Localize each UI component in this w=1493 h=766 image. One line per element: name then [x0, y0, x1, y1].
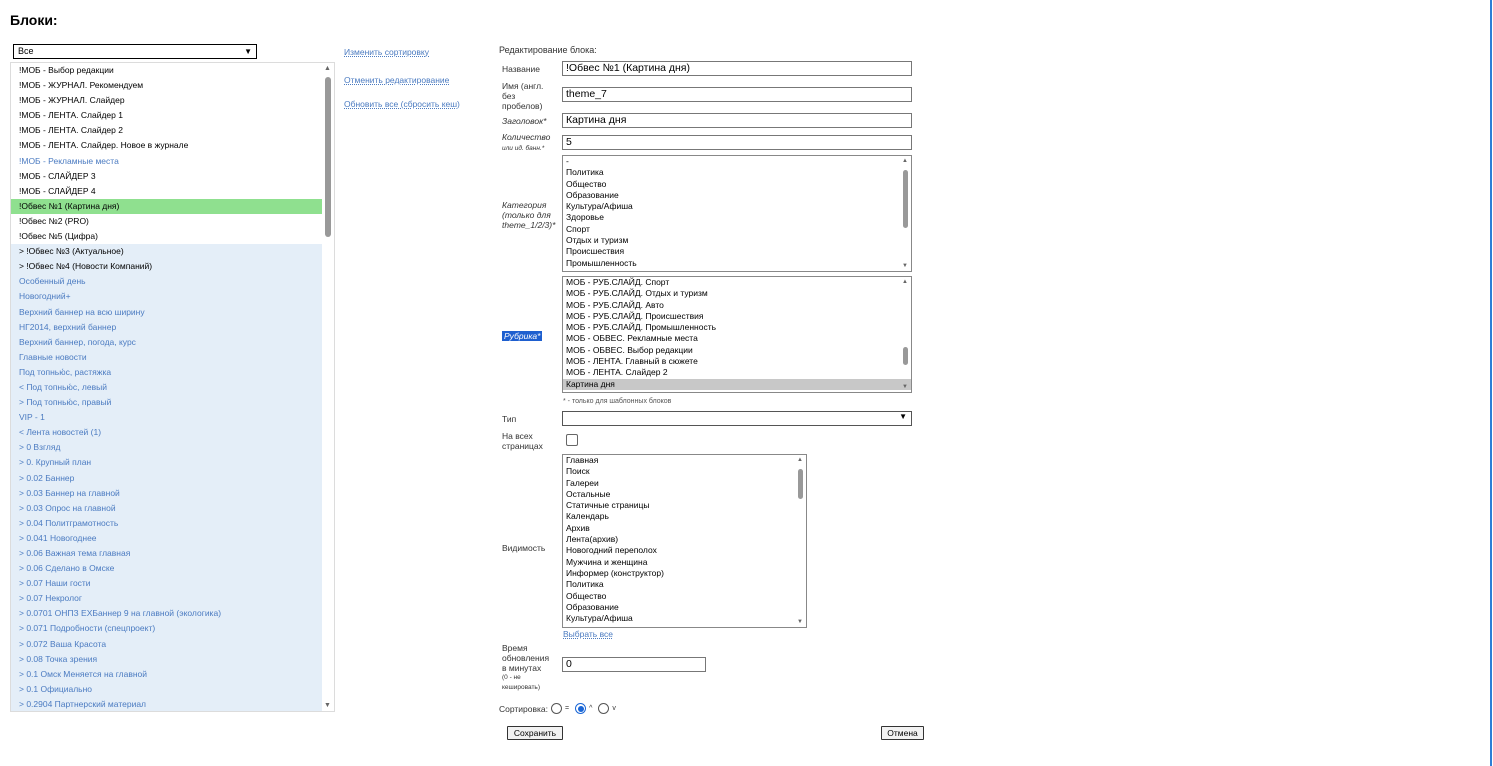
- block-list-item[interactable]: Главные новости: [11, 350, 323, 365]
- rubric-option[interactable]: МОБ - ЛЕНТА. Главный в сюжете: [566, 356, 698, 367]
- block-list-item[interactable]: !МОБ - Выбор редакции: [19, 65, 114, 75]
- visibility-option[interactable]: Календарь: [566, 511, 609, 522]
- category-label-line2: (только для: [502, 210, 551, 220]
- template-note: * - только для шаблонных блоков: [563, 398, 672, 405]
- sort-radio-down[interactable]: [598, 703, 609, 714]
- block-list-item[interactable]: > 0. Крупный план: [11, 455, 323, 470]
- category-option[interactable]: Культура/Афиша: [566, 201, 633, 212]
- scroll-down-icon[interactable]: ▼: [902, 263, 908, 269]
- scroll-up-icon[interactable]: ▲: [324, 65, 331, 72]
- block-list-item[interactable]: > 0.06 Сделано в Омске: [11, 561, 323, 576]
- block-list[interactable]: [10, 62, 335, 712]
- scroll-thumb[interactable]: [903, 170, 908, 228]
- id-label-line1: Имя (англ.: [502, 81, 544, 91]
- block-list-item[interactable]: > 0.072 Ваша Красота: [11, 637, 323, 652]
- heading-input[interactable]: Картина дня: [562, 113, 912, 128]
- block-list-item[interactable]: !МОБ - ЛЕНТА. Слайдер 1: [19, 110, 123, 121]
- cancel-edit-link[interactable]: Отменить редактирование: [344, 75, 450, 85]
- visibility-option[interactable]: Галереи: [566, 477, 599, 488]
- block-list-item[interactable]: VIP - 1: [11, 410, 323, 425]
- refresh-label-line5: кешировать): [502, 684, 540, 691]
- block-list-item[interactable]: !МОБ - ЛЕНТА. Слайдер. Новое в журнале: [19, 140, 189, 151]
- visibility-scrollbar[interactable]: [795, 455, 806, 627]
- select-all-link[interactable]: Выбрать все: [563, 629, 613, 639]
- scroll-down-icon[interactable]: ▼: [902, 384, 908, 390]
- visibility-option[interactable]: Главная: [566, 455, 599, 465]
- sort-label: Сортировка:: [499, 703, 549, 714]
- rubric-option[interactable]: МОБ - РУБ.СЛАЙД. Происшествия: [566, 310, 704, 321]
- category-label-line1: Категория: [502, 200, 547, 210]
- id-input[interactable]: theme_7: [562, 87, 912, 102]
- category-option[interactable]: Политика: [566, 167, 604, 178]
- category-option[interactable]: Спорт: [566, 223, 590, 234]
- block-list-item[interactable]: > 0.07 Некролог: [11, 591, 323, 606]
- save-button[interactable]: Сохранить: [507, 726, 563, 740]
- rubric-option[interactable]: МОБ - ЛЕНТА. Слайдер 2: [566, 367, 668, 378]
- count-label: [502, 132, 550, 154]
- all-pages-checkbox[interactable]: [566, 434, 578, 446]
- block-list-item[interactable]: > 0.04 Политграмотность: [11, 516, 323, 531]
- category-option[interactable]: Промышленность: [566, 257, 637, 268]
- category-scrollbar[interactable]: [900, 156, 911, 271]
- visibility-option[interactable]: Информер (конструктор): [566, 567, 664, 578]
- block-list-item[interactable]: !Обвес №1 (Картина дня): [11, 199, 323, 214]
- sort-row: [499, 703, 619, 714]
- category-option[interactable]: -: [566, 156, 569, 166]
- refresh-label: [502, 643, 549, 693]
- category-option[interactable]: Происшествия: [566, 246, 625, 257]
- rubric-listbox[interactable]: [562, 276, 912, 393]
- block-list-scrollbar[interactable]: [322, 63, 334, 711]
- rubric-label: Рубрика*: [504, 331, 541, 341]
- name-input[interactable]: !Обвес №1 (Картина дня): [562, 61, 912, 76]
- category-option[interactable]: Здоровье: [566, 212, 604, 223]
- category-option[interactable]: Отдых и туризм: [566, 235, 629, 246]
- block-list-item[interactable]: < Под топнью́с, левый: [11, 380, 323, 395]
- block-list-item[interactable]: Особенный день: [11, 274, 323, 289]
- edit-form-title: Редактирование блока:: [499, 45, 597, 55]
- visibility-option[interactable]: Общество: [566, 590, 607, 601]
- block-list-item[interactable]: < Лента новостей (1): [11, 425, 323, 440]
- scroll-up-icon[interactable]: ▲: [797, 457, 803, 463]
- count-label-line2: или ид. банн.*: [502, 145, 545, 152]
- block-list-item[interactable]: Под топнью́с, растяжка: [11, 365, 323, 380]
- scroll-down-icon[interactable]: ▼: [797, 619, 803, 625]
- block-list-item[interactable]: Верхний баннер на всю ширину: [11, 305, 323, 320]
- chevron-down-icon: ▼: [244, 47, 252, 56]
- block-list-item[interactable]: !Обвес №2 (PRO): [19, 215, 89, 226]
- rubric-option[interactable]: МОБ - РУБ.СЛАЙД. Авто: [566, 299, 664, 310]
- category-label: [502, 200, 555, 230]
- block-list-item[interactable]: > 0.03 Опрос на главной: [11, 501, 323, 516]
- block-list-item[interactable]: > 0.2904 Партнерский материал: [11, 697, 323, 712]
- block-list-item[interactable]: > 0.1 Омск Меняется на главной: [11, 667, 323, 682]
- refresh-all-link[interactable]: Обновить все (сбросить кеш): [344, 99, 460, 109]
- block-list-item[interactable]: !МОБ - ЖУРНАЛ. Слайдер: [19, 95, 125, 106]
- visibility-option[interactable]: Культура/Афиша: [566, 613, 633, 624]
- scroll-thumb[interactable]: [325, 77, 331, 237]
- block-list-item[interactable]: > 0.1 Официально: [11, 682, 323, 697]
- all-pages-label: [502, 431, 543, 451]
- refresh-label-line2: обновления: [502, 653, 550, 663]
- category-listbox[interactable]: [562, 155, 912, 272]
- count-input[interactable]: 5: [562, 135, 912, 150]
- refresh-input[interactable]: 0: [562, 657, 706, 672]
- block-list-item[interactable]: > 0.03 Баннер на главной: [11, 486, 323, 501]
- scroll-up-icon[interactable]: ▲: [902, 158, 908, 164]
- rubric-option[interactable]: МОБ - РУБ.СЛАЙД. Промышленность: [566, 322, 717, 333]
- block-list-item[interactable]: > 0.0701 ОНПЗ EXБаннер 9 на главной (экологика): [11, 606, 323, 621]
- block-list-item[interactable]: НГ2014, верхний баннер: [11, 320, 323, 335]
- block-list-item[interactable]: > 0.07 Наши гости: [11, 576, 323, 591]
- refresh-label-line4: (0 - не: [502, 674, 521, 681]
- name-label: Название: [502, 64, 540, 74]
- refresh-label-line1: Время: [502, 643, 528, 653]
- id-label-line3: пробелов): [502, 101, 543, 111]
- id-label-line2: без: [502, 91, 516, 101]
- chevron-down-icon: ▼: [899, 412, 907, 421]
- rubric-option[interactable]: МОБ - РУБ.СЛАЙД. Спорт: [566, 277, 670, 287]
- block-list-item[interactable]: > 0.041 Новогоднее: [11, 531, 323, 546]
- rubric-option[interactable]: МОБ - РУБ.СЛАЙД. Отдых и туризм: [566, 288, 708, 299]
- sort-radio-equal[interactable]: [551, 703, 562, 714]
- block-list-item[interactable]: > 0.071 Подробности (спецпроект): [11, 621, 323, 636]
- category-option[interactable]: Общество: [566, 178, 607, 189]
- block-list-item[interactable]: !МОБ - ЛЕНТА. Слайдер 2: [19, 125, 123, 136]
- visibility-option[interactable]: Лента(архив): [566, 534, 619, 545]
- type-select[interactable]: [562, 411, 912, 426]
- block-list-item[interactable]: !Обвес №5 (Цифра): [19, 231, 98, 242]
- rubric-option[interactable]: Картина дня: [563, 379, 911, 390]
- visibility-option[interactable]: Статичные страницы: [566, 500, 650, 511]
- block-list-item[interactable]: > 0.06 Важная тема главная: [11, 546, 323, 561]
- filter-selected-value: Все: [18, 46, 34, 56]
- type-label: Тип: [502, 414, 517, 424]
- block-list-item[interactable]: > 0.08 Точка зрения: [11, 652, 323, 667]
- sort-symbol-up: ^: [589, 705, 593, 712]
- scroll-thumb[interactable]: [798, 469, 803, 499]
- rubric-scrollbar[interactable]: [900, 277, 911, 392]
- sort-symbol-down: v: [612, 705, 616, 712]
- rubric-option[interactable]: МОБ - ОБВЕС. Рекламные места: [566, 333, 698, 344]
- block-list-item[interactable]: > 0.02 Баннер: [11, 471, 323, 486]
- visibility-label: Видимость: [502, 543, 546, 553]
- block-list-item[interactable]: > Под топнью́с, правый: [11, 395, 323, 410]
- visibility-option[interactable]: Архив: [566, 522, 590, 533]
- rubric-option[interactable]: МОБ - ОБВЕС. Выбор редакции: [566, 344, 693, 355]
- scroll-up-icon[interactable]: ▲: [902, 279, 908, 285]
- window-right-border: [1490, 0, 1492, 766]
- id-label: [502, 81, 543, 111]
- block-list-item[interactable]: > !Обвес №3 (Актуальное): [11, 244, 323, 259]
- refresh-label-line3: в минутах: [502, 663, 542, 673]
- count-label-line1: Количество: [502, 132, 551, 142]
- block-list-item[interactable]: !МОБ - Рекламные места: [19, 155, 119, 166]
- category-label-line3: theme_1/2/3)*: [502, 220, 556, 230]
- all-pages-label-line2: страницах: [502, 441, 543, 451]
- visibility-option[interactable]: Политика: [566, 579, 604, 590]
- block-list-item[interactable]: !МОБ - СЛАЙДЕР 4: [19, 185, 96, 196]
- block-list-item[interactable]: !МОБ - СЛАЙДЕР 3: [19, 170, 96, 181]
- heading-label: Заголовок*: [502, 116, 547, 126]
- visibility-option[interactable]: Мужчина и женщина: [566, 556, 648, 567]
- block-list-item[interactable]: > !Обвес №4 (Новости Компаний): [11, 259, 323, 274]
- page-title: Блоки:: [10, 12, 58, 28]
- scroll-down-icon[interactable]: ▼: [324, 702, 331, 709]
- visibility-option[interactable]: Остальные: [566, 488, 611, 499]
- all-pages-label-line1: На всех: [502, 431, 533, 441]
- category-option[interactable]: Образование: [566, 189, 619, 200]
- block-list-item[interactable]: Новогодний+: [11, 289, 323, 304]
- visibility-option[interactable]: Новогодний переполох: [566, 545, 657, 556]
- visibility-listbox[interactable]: [562, 454, 807, 628]
- change-sort-link[interactable]: Изменить сортировку: [344, 47, 429, 57]
- visibility-option[interactable]: Образование: [566, 601, 619, 612]
- visibility-option[interactable]: Поиск: [566, 466, 590, 477]
- block-filter-select[interactable]: [13, 44, 257, 59]
- block-list-item[interactable]: > 0 Взгляд: [11, 440, 323, 455]
- block-list-item[interactable]: !МОБ - ЖУРНАЛ. Рекомендуем: [19, 80, 144, 91]
- cancel-button[interactable]: Отмена: [881, 726, 924, 740]
- sort-symbol-equal: =: [565, 705, 570, 712]
- sort-radio-up[interactable]: [575, 703, 586, 714]
- block-list-item[interactable]: Верхний баннер, погода, курс: [11, 335, 323, 350]
- scroll-thumb[interactable]: [903, 347, 908, 365]
